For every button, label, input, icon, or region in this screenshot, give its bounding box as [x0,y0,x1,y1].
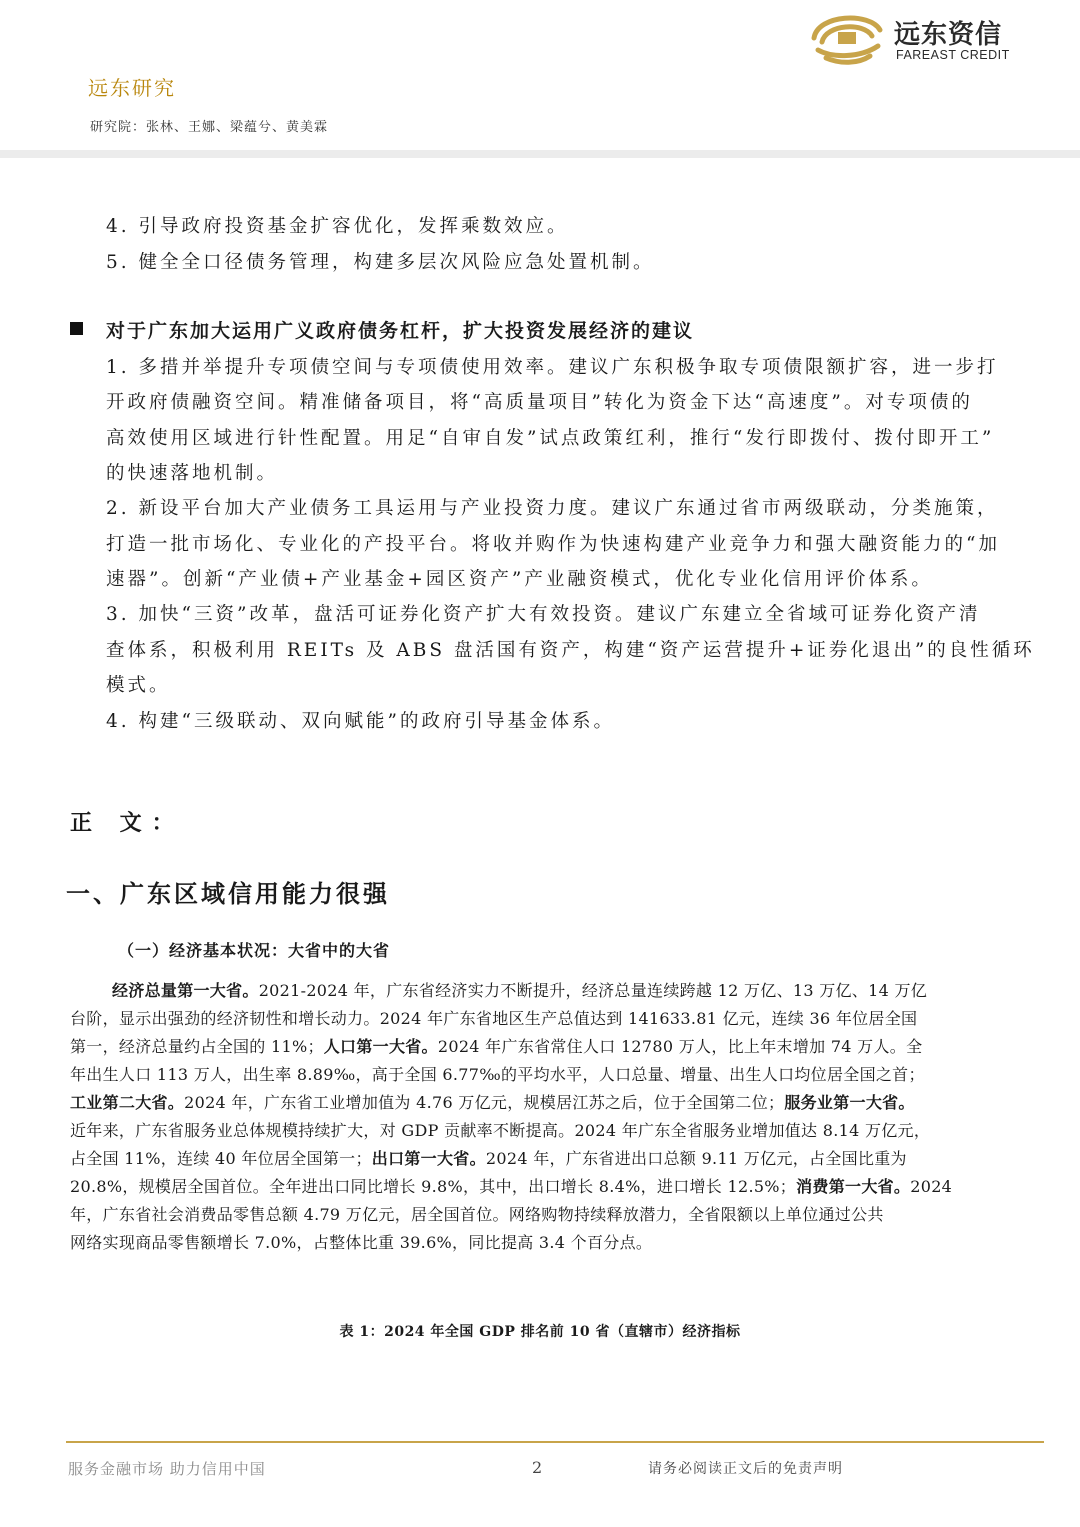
recommendation-line: 查体系，积极利用 REITs 及 ABS 盘活国有资产，构建“资产运营提升+证券化退出”的良性循环 [106,640,1035,661]
paragraph-line: 第一，经济总量约占全国的 11%；人口第一大省。2024 年广东省常住人口 12780 万人，比上年末增加 74 万人。全 [70,1037,923,1056]
recommendation-line: 1. 多措并举提升专项债空间与专项债使用效率。建议广东积极争取专项债限额扩容，进一步打 [106,357,999,378]
highlight-text: 工业第二大省。 [70,1093,185,1112]
paragraph-line: 台阶，显示出强劲的经济韧性和增长动力。2024 年广东省地区生产总值达到 141633.81 亿元，连续 36 年位居全国 [70,1009,918,1028]
recommendation-line: 开政府债融资空间。精准储备项目，将“高质量项目”转化为资金下达“高速度”。对专项债的 [106,392,973,413]
intro-item: 4. 引导政府投资基金扩容优化，发挥乘数效应。 [106,216,569,237]
footer-rule [66,1441,1044,1443]
highlight-text: 人口第一大省。 [323,1037,438,1056]
header-divider [0,150,1080,158]
footer-slogan: 服务金融市场 助力信用中国 [68,1460,266,1478]
page-header [0,0,1080,160]
paragraph-line: 年，广东省社会消费品零售总额 4.79 万亿元，居全国首位。网络购物持续释放潜力，全省限额以上单位通过公共 [70,1205,884,1224]
square-bullet-icon [70,322,83,335]
highlight-text: 服务业第一大省。 [784,1093,915,1112]
recommendation-line: 打造一批市场化、专业化的产投平台。将收并购作为快速构建产业竞争力和强大融资能力的“加 [106,534,1000,555]
body-label: 正 文： [70,810,184,836]
fareast-credit-logo [808,8,1038,66]
authors-line: 研究院：张林、王娜、梁蕴兮、黄美霖 [90,120,329,135]
footer-disclaimer: 请务必阅读正文后的免责声明 [648,1461,843,1477]
subsection-heading: （一）经济基本状况：大省中的大省 [118,941,391,960]
paragraph-line: 网络实现商品零售额增长 7.0%，占整体比重 39.6%，同比提高 3.4 个百分点。 [70,1233,653,1252]
paragraph-line: 年出生人口 113 万人，出生率 8.89‰，高于全国 6.77‰的平均水平，人口总量、增量、出生人口均位居全国之首； [70,1065,925,1084]
logo-chinese-name: 远东资信 [894,20,1003,50]
paragraph-line: 工业第二大省。2024 年，广东省工业增加值为 4.76 万亿元，规模居江苏之后，位于全国第二位；服务业第一大省。 [70,1093,915,1112]
recommendation-title: 对于广东加大运用广义政府债务杠杆，扩大投资发展经济的建议 [106,320,695,342]
paragraph-line: 经济总量第一大省。2021-2024 年，广东省经济实力不断提升，经济总量连续跨越 12 万亿、13 万亿、14 万亿 [112,981,928,1000]
recommendation-line: 模式。 [106,675,171,696]
recommendation-line: 4. 构建“三级联动、双向赋能”的政府引导基金体系。 [106,711,615,732]
paragraph-line: 20.8%，规模居全国首位。全年进出口同比增长 9.8%，其中，出口增长 8.4%，进口增长 12.5%；消费第一大省。2024 [70,1177,953,1196]
highlight-text: 出口第一大省。 [371,1149,486,1168]
table-caption: 表 1：2024 年全国 GDP 排名前 10 省（直辖市）经济指标 [339,1324,741,1340]
page-number: 2 [532,1458,543,1477]
highlight-text: 经济总量第一大省。 [112,981,259,1000]
intro-item: 5. 健全全口径债务管理，构建多层次风险应急处置机制。 [106,252,655,273]
recommendation-line: 高效使用区域进行针性配置。用足“自审自发”试点政策红利，推行“发行即拨付、拨付即开工” [106,428,995,449]
section-tag: 远东研究 [88,76,176,100]
logo-emblem-icon [808,8,888,66]
recommendation-line: 2. 新设平台加大产业债务工具运用与产业投资力度。建议广东通过省市两级联动，分类施策， [106,498,999,519]
section-heading: 一、广东区域信用能力很强 [66,879,390,908]
recommendation-line: 的快速落地机制。 [106,463,279,484]
highlight-text: 消费第一大省。 [796,1177,911,1196]
paragraph-line: 占全国 11%，连续 40 年位居全国第一；出口第一大省。2024 年，广东省进出口总额 9.11 万亿元，占全国比重为 [70,1149,907,1168]
recommendation-line: 3. 加快“三资”改革，盘活可证券化资产扩大有效投资。建议广东建立全省域可证券化资产清 [106,604,981,625]
logo-english-name: FAREAST CREDIT [896,48,1010,62]
paragraph-line: 近年来，广东省服务业总体规模持续扩大，对 GDP 贡献率不断提高。2024 年广东全省服务业增加值达 8.14 万亿元， [70,1121,931,1140]
recommendation-line: 速器”。创新“产业债+产业基金+园区资产”产业融资模式，优化专业化信用评价体系。 [106,569,933,590]
